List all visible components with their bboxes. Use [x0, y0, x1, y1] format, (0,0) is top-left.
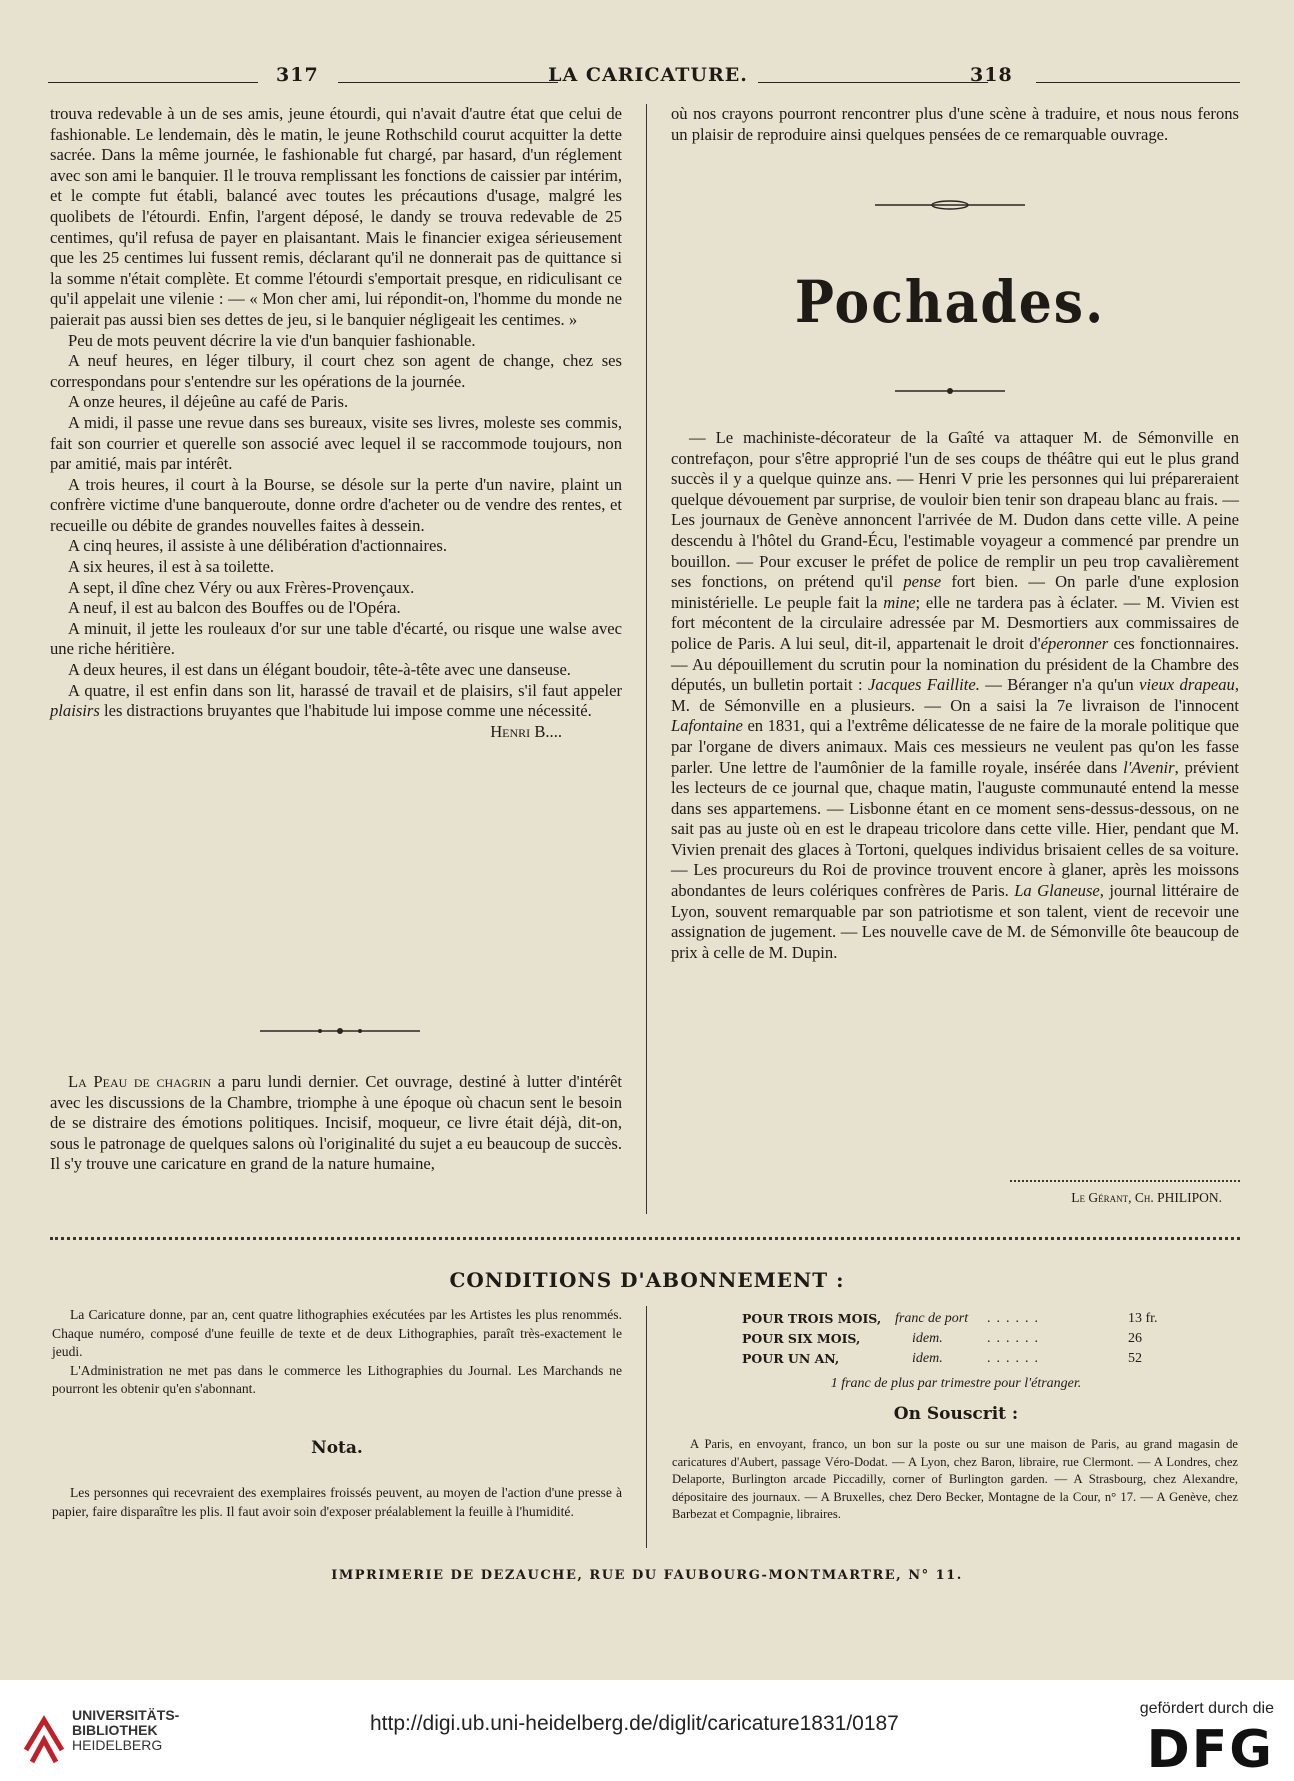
peau-de-chagrin-article: [50, 1072, 622, 1175]
paragraph: Peu de mots peuvent décrire la vie d'un banquier fashionable.: [68, 330, 476, 350]
souscrit-title: On Souscrit :: [893, 1404, 1019, 1424]
ornament-divider: [860, 200, 1040, 214]
paragraph: La Peau de chagrin a paru lundi dernier. Cet ouvrage, destiné à lutter d'intérêt avec les discussions de la Chambre, triomphe à une époque où chacun sent le besoin de se distraire des émotions politiques. Incisif, moqueur, ce livre était déjà, dit-on, sous le patronage de quelques salons où l'originalité du sujet a eu beaucoup de succès. Il s'y trouve une caricature en grand de la nature humaine,: [50, 1072, 622, 1174]
subscription-table: [742, 1309, 1162, 1369]
header-rule-right: [1036, 82, 1240, 83]
paragraph: A deux heures, il est dans un élégant boudoir, tête-à-tête avec une danseuse.: [68, 660, 571, 680]
paragraph: A sept, il dîne chez Véry ou aux Frères-Provençaux.: [68, 577, 415, 597]
dotted-separator: [50, 1237, 1240, 1240]
price-row: POUR TROIS MOIS, franc de port ...... 13 fr.: [742, 1311, 1158, 1326]
paragraph: A cinq heures, il assiste à une délibération d'actionnaires.: [68, 536, 447, 556]
paragraph: — Le machiniste-décorateur de la Gaîté va attaquer M. de Sémonville en contrefaçon, pour s'être approprié l'un de ses coups de théâtre qui eut le plus grand succès il y a quelque quinze ans. — Henri V prie les personnes qui lui prépareraient quelque dévouement par surprise, de vouloir bien tenir son drapeau blanc au frais. — Les journaux de Genève annoncent l'arrivée de M. Dudon dans cette ville. A peine descendu à l'hôtel du Grand-Écu, l'estimable voyageur a commencé par prendre un bouillon. — Pour excuser le préfet de police de remplir un peu trop cavalièrement ses fonctions, on prétend qu'il pense fort bien. — On parle d'une explosion ministérielle. Le peuple fait la mine; elle ne tardera pas à éclater. — M. Vivien est fort mécontent de la circulaire adressée par M. Desmortiers aux commissaires de police de Paris. A lui seul, dit-il, appartenait le droit d'éperonner ces fonctionnaires. — Au dépouillement du scrutin pour la nomination du président de la Chambre des députés, un bulletin portait : Jacques Faillite. — Béranger n'a qu'un vieux drapeau, M. de Sémonville en a plusieurs. — On a saisi la 7e livraison de l'innocent Lafontaine en 1831, qui a l'extrême délicatesse de ne faire de la morale politique que par l'organe de divers animaux. Mais ces messieurs ne veulent pas qu'on les fasse parler. Une lettre de l'aumônier de la famille royale, insérée dans l'Avenir, prévient les lecteurs de ce journal que, chaque matin, l'auguste communauté entend la messe dans ses appartemens. — Lisbonne étant en ce moment sens-dessus-dessous, on ne sait pas au juste où en est le drapeau tricolore dans cette ville. Hier, pendant que M. Vivien prenait des glaces à Tortoni, quelques individus brisaient celles de sa voiture. — Les procureurs du Roi de province trouvent encore à glaner, après les moissons abondantes de leurs colériques confrères de Paris. La Glaneuse, journal littéraire de Lyon, souvent remarquable par son patriotisme et son talent, vient de recevoir une assignation de jugement. — Les nouvelle cave de M. de Sémonville ôte beaucoup de prix à celle de M. Dupin.: [671, 428, 1240, 962]
conditions-title: CONDITIONS D'ABONNEMENT :: [449, 1268, 845, 1292]
paragraph: A Paris, en envoyant, franco, un bon sur la poste ou sur une maison de Paris, au grand magasin de caricatures d'Aubert, passage Véro-Dodat. — A Lyon, chez Baron, libraire, rue Clermont. — A Londres, chez Delaporte, Burlington arcade Piccadilly, corner of Burlington garden. — A Strasbourg, chez Alexandre, dépositaire des journaux. — A Bruxelles, chez Dero Becker, Montagne de la Cour, n° 17. — A Genève, chez Barbezat et Compagnie, libraires.: [672, 1437, 1238, 1521]
paragraph: A midi, il passe une revue dans ses bureaux, visite ses livres, moleste ses commis, fait son courrier et querelle son associé avec lequel il se raccommode toujours, non par amitié, mais par intérêt.: [50, 412, 622, 474]
paragraph: Les personnes qui recevraient des exemplaires froissés peuvent, au moyen de l'action d'une presse à papier, faire disparaître les plis. Il faut avoir soin d'exposer préalablement la feuille à l'humidité.: [52, 1485, 622, 1519]
ornament-divider: [250, 1026, 430, 1040]
foreign-surcharge: 1 franc de plus par trimestre pour l'étranger.: [830, 1376, 1082, 1391]
paragraph: A onze heures, il déjeûne au café de Paris.: [68, 392, 349, 412]
paragraph: trouva redevable à un de ses amis, jeune étourdi, qui n'avait d'autre état que celui de fashionable. Le lendemain, dès le matin, le jeune Rothschild courut acquitter la dette sacrée. Dans la même journée, le fashionable fut chargé, par hasard, d'un réglement avec son ami le banquier. Il le trouva remplissant les fonctions de caissier par intérim, et le compte fut établi, balancé avec toutes les précautions d'usage, malgré les quolibets de l'étourdi. Enfin, l'argent déposé, le dandy se trouva redevable de 25 centimes, qu'il refusa de payer en plaisantant. Mais le financier exigea sérieusement que les 25 centimes lui fussent remis, déclarant qu'il ne donnerait pas de quittance si la somme n'était complète. Et comme l'étourdi s'emportait presque, en ridiculisant ce qu'il appelait une vilenie : — « Mon cher ami, lui répondit-on, l'homme du monde ne paierait pas aussi bien ses dettes de jeu, si le banquier négligeait les centimes. »: [50, 104, 622, 329]
conditions-left: [52, 1306, 622, 1399]
paragraph: L'Administration ne met pas dans le commerce les Lithographies du Journal. Les Marchands ne pourront les obtenir qu'en s'abonnant.: [52, 1362, 622, 1396]
price-row: POUR SIX MOIS, idem. ...... 26: [742, 1331, 1142, 1346]
source-url[interactable]: http://digi.ub.uni-heidelberg.de/diglit/caricature1831/0187: [370, 1712, 899, 1735]
paragraph: A neuf heures, en léger tilbury, il court chez son agent de change, chez ses correspondans pour s'entendre sur les opérations de la journée.: [50, 351, 622, 391]
book-title: La Peau de chagrin: [68, 1072, 212, 1091]
left-column: [50, 104, 622, 742]
paragraph: A minuit, il jette les rouleaux d'or sur une table d'écarté, ou risque une walse avec une riche héritière.: [50, 618, 622, 659]
price-row: POUR UN AN, idem. ...... 52: [742, 1351, 1142, 1366]
page-header: [48, 62, 1240, 92]
page-number-left: 317: [276, 64, 319, 86]
conditions-separator: [646, 1306, 647, 1548]
signature: Henri B....: [490, 721, 562, 741]
newspaper-title: LA CARICATURE.: [548, 64, 748, 86]
paragraph: A trois heures, il court à la Bourse, se désole sur la perte d'un navire, plaint un confrère victime d'une banqueroute, donne ordre d'acheter ou de vendre des rentes, et recueille ou débite de grandes nouvelles faites à dessein.: [50, 474, 622, 535]
nota-title: Nota.: [311, 1438, 363, 1458]
paragraph: La Caricature donne, par an, cent quatre lithographies exécutées par les Artistes les plus renommés. Chaque numéro, composé d'une feuille de texte et de deux Lithographies, paraît très-exactement le jeudi.: [52, 1307, 622, 1359]
column-separator: [646, 104, 647, 1214]
paragraph: A neuf, il est au balcon des Bouffes ou de l'Opéra.: [68, 598, 401, 618]
souscrit-text: [672, 1436, 1238, 1524]
pochades-text: [671, 428, 1239, 963]
ornament-divider: [890, 386, 1010, 400]
paragraph: A six heures, il est à sa toilette.: [68, 557, 274, 577]
library-name: UNIVERSITÄTS- BIBLIOTHEK HEIDELBERG: [72, 1707, 180, 1753]
right-column-intro: [671, 104, 1239, 145]
section-title: Pochades.: [794, 268, 1106, 337]
funded-by-label: gefördert durch die: [1139, 1700, 1274, 1717]
gerant-signature: Le Gérant, Ch. PHILIPON.: [1071, 1190, 1222, 1205]
header-rule-left: [48, 82, 258, 83]
paragraph: où nos crayons pourront rencontrer plus d'une scène à traduire, et nous nous ferons un plaisir de reproduire ainsi quelques pensées de ce remarquable ouvrage.: [671, 104, 1239, 144]
nota-text: [52, 1484, 622, 1521]
library-logo-icon: [22, 1700, 68, 1770]
dfg-logo: DFG: [1146, 1720, 1274, 1780]
dotted-rule: [1010, 1180, 1240, 1182]
page-number-right: 318: [970, 64, 1013, 86]
header-rule-mid-right: [758, 82, 988, 83]
header-rule-mid-left: [338, 82, 558, 83]
paragraph: A quatre, il est enfin dans son lit, harassé de travail et de plaisirs, s'il faut appeler plaisirs les distractions bruyantes que l'habitude lui impose comme une nécessité.: [50, 680, 622, 721]
imprimerie-line: IMPRIMERIE DE DEZAUCHE, RUE DU FAUBOURG-MONTMARTRE, N° 11.: [331, 1568, 963, 1583]
